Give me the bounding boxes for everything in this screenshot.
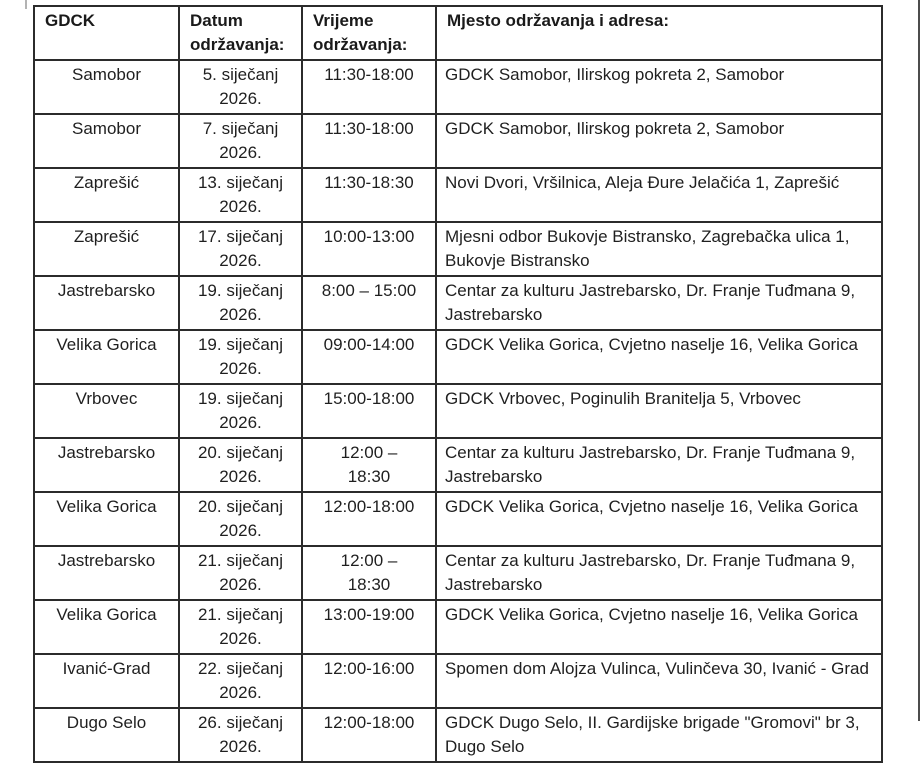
datum-text: 19. siječanj 2026. (197, 335, 284, 378)
vrijeme-text: 12:00-16:00 (323, 659, 415, 678)
gdck-cell: Samobor (34, 114, 179, 168)
datum-cell (179, 276, 302, 330)
vrijeme-cell (302, 546, 436, 600)
vrijeme-text: 15:00-18:00 (323, 389, 415, 408)
vrijeme-cell (302, 654, 436, 708)
table-row (34, 168, 882, 222)
datum-text: 19. siječanj 2026. (197, 389, 284, 432)
vrijeme-cell (302, 114, 436, 168)
vrijeme-text: 12:00 – 18:30 (340, 443, 398, 486)
gdck-cell: Velika Gorica (34, 600, 179, 654)
datum-text: 26. siječanj 2026. (197, 713, 284, 756)
header-row (34, 6, 882, 60)
vrijeme-text: 11:30-18:00 (324, 119, 414, 138)
datum-text: 20. siječanj 2026. (197, 443, 284, 486)
mjesto-cell: Centar za kulturu Jastrebarsko, Dr. Franje Tuđmana 9, Jastrebarsko (436, 438, 882, 492)
table-row (34, 654, 882, 708)
datum-cell (179, 600, 302, 654)
vrijeme-cell (302, 600, 436, 654)
gdck-cell: Dugo Selo (34, 708, 179, 762)
vrijeme-cell (302, 492, 436, 546)
vrijeme-text: 11:30-18:00 (324, 65, 414, 84)
gdck-cell: Jastrebarsko (34, 546, 179, 600)
page-edge-line (918, 0, 920, 721)
table-row (34, 60, 882, 114)
gdck-cell: Samobor (34, 60, 179, 114)
datum-text: 20. siječanj 2026. (197, 497, 284, 540)
table-body (34, 60, 882, 762)
datum-text: 17. siječanj 2026. (197, 227, 284, 270)
mjesto-cell: Novi Dvori, Vršilnica, Aleja Đure Jelačića 1, Zaprešić (436, 168, 882, 222)
datum-cell (179, 60, 302, 114)
header-cell-vrijeme: Vrijeme održavanja: (302, 6, 436, 60)
gdck-cell: Velika Gorica (34, 330, 179, 384)
gdck-cell: Velika Gorica (34, 492, 179, 546)
table-row (34, 276, 882, 330)
table-row (34, 546, 882, 600)
datum-cell (179, 222, 302, 276)
vrijeme-cell (302, 60, 436, 114)
datum-cell (179, 438, 302, 492)
mjesto-cell: GDCK Dugo Selo, II. Gardijske brigade "Gromovi" br 3, Dugo Selo (436, 708, 882, 762)
vrijeme-text: 12:00-18:00 (323, 497, 415, 516)
vrijeme-cell (302, 222, 436, 276)
mjesto-cell: GDCK Vrbovec, Poginulih Branitelja 5, Vrbovec (436, 384, 882, 438)
datum-text: 7. siječanj 2026. (202, 119, 279, 162)
table-row (34, 600, 882, 654)
datum-cell (179, 168, 302, 222)
datum-text: 21. siječanj 2026. (197, 605, 284, 648)
vrijeme-text: 09:00-14:00 (323, 335, 415, 354)
vrijeme-cell (302, 708, 436, 762)
vrijeme-text: 12:00-18:00 (323, 713, 415, 732)
gdck-cell: Vrbovec (34, 384, 179, 438)
vrijeme-cell (302, 276, 436, 330)
table-row (34, 708, 882, 762)
mjesto-cell: GDCK Samobor, Ilirskog pokreta 2, Samobor (436, 60, 882, 114)
datum-cell (179, 114, 302, 168)
datum-cell (179, 384, 302, 438)
crop-artifact-tick (25, 0, 27, 9)
table-row (34, 384, 882, 438)
vrijeme-cell (302, 330, 436, 384)
mjesto-cell: GDCK Velika Gorica, Cvjetno naselje 16, Velika Gorica (436, 600, 882, 654)
datum-text: 13. siječanj 2026. (197, 173, 284, 216)
gdck-cell: Zaprešić (34, 222, 179, 276)
header-cell-gdck: GDCK (34, 6, 179, 60)
header-cell-mjesto: Mjesto održavanja i adresa: (436, 6, 882, 60)
table-row (34, 222, 882, 276)
datum-text: 22. siječanj 2026. (197, 659, 284, 702)
vrijeme-cell (302, 384, 436, 438)
datum-cell (179, 330, 302, 384)
mjesto-cell: GDCK Velika Gorica, Cvjetno naselje 16, Velika Gorica (436, 330, 882, 384)
gdck-cell: Jastrebarsko (34, 438, 179, 492)
vrijeme-text: 11:30-18:30 (324, 173, 414, 192)
header-cell-datum: Datum održavanja: (179, 6, 302, 60)
table-row (34, 492, 882, 546)
donation-schedule-table (33, 5, 883, 763)
datum-cell (179, 654, 302, 708)
gdck-cell: Jastrebarsko (34, 276, 179, 330)
table-row (34, 330, 882, 384)
table-row (34, 114, 882, 168)
mjesto-cell: Centar za kulturu Jastrebarsko, Dr. Franje Tuđmana 9, Jastrebarsko (436, 546, 882, 600)
datum-cell (179, 708, 302, 762)
table-header (34, 6, 882, 60)
mjesto-cell: Centar za kulturu Jastrebarsko, Dr. Franje Tuđmana 9, Jastrebarsko (436, 276, 882, 330)
datum-cell (179, 492, 302, 546)
vrijeme-text: 13:00-19:00 (323, 605, 415, 624)
datum-cell (179, 546, 302, 600)
datum-text: 21. siječanj 2026. (197, 551, 284, 594)
vrijeme-cell (302, 438, 436, 492)
gdck-cell: Zaprešić (34, 168, 179, 222)
vrijeme-text: 12:00 – 18:30 (340, 551, 398, 594)
mjesto-cell: GDCK Velika Gorica, Cvjetno naselje 16, Velika Gorica (436, 492, 882, 546)
vrijeme-cell (302, 168, 436, 222)
datum-text: 5. siječanj 2026. (202, 65, 279, 108)
datum-text: 19. siječanj 2026. (197, 281, 284, 324)
vrijeme-text: 8:00 – 15:00 (321, 281, 417, 300)
table-row (34, 438, 882, 492)
vrijeme-text: 10:00-13:00 (323, 227, 415, 246)
mjesto-cell: Spomen dom Alojza Vulinca, Vulinčeva 30, Ivanić - Grad (436, 654, 882, 708)
gdck-cell: Ivanić-Grad (34, 654, 179, 708)
mjesto-cell: GDCK Samobor, Ilirskog pokreta 2, Samobor (436, 114, 882, 168)
mjesto-cell: Mjesni odbor Bukovje Bistransko, Zagrebačka ulica 1, Bukovje Bistransko (436, 222, 882, 276)
